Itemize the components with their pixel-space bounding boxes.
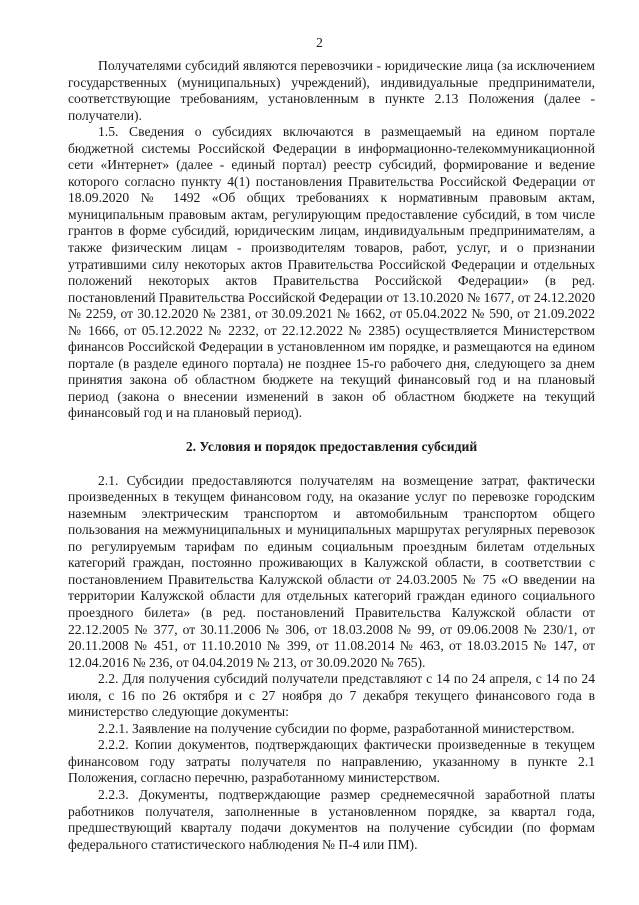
paragraph-1-5: 1.5. Сведения о субсидиях включаются в размещаемый на едином портале бюджетной системы Российской Федерации в информационно-телекоммуникационной сети «Интернет» (далее - единый портал) реестр субсидий, формирование и ведение которого согласно пункту 4(1) постановления Правительства Российской Федерации от 18.09.2020 № 1492 «Об общих требованиях к нормативным правовым актам, муниципальным правовым актам, регулирующим предоставление субсидий, в том числе грантов в форме субсидий, юридическим лицам, индивидуальным предпринимателям, а также физическим лицам - производителям товаров, работ, услуг, и о признании утратившими силу некоторых актов Правительства Российской Федерации и отдельных положений некоторых актов Правительства Российской Федерации» (в ред. постановлений Правительства Российской Федерации от 13.10.2020 № 1677, от 24.12.2020 № 2259, от 30.12.2020 № 2381, от 30.09.2021 № 1662, от 05.04.2022 № 590, от 21.09.2022 № 1666, от 05.12.2022 № 2232, от 22.12.2022 № 2385) осуществляется Министерством финансов Российской Федерации в установленном им порядке, и размещаются на едином портале (в разделе единого портала) не позднее 15-го рабочего дня, следующего за днем принятия закона об областном бюджете на текущий финансовый год и на плановый период (закона о внесении изменений в закон об областном бюджете на текущий финансовый год и на плановый период). (68, 124, 595, 421)
section-heading: 2. Условия и порядок предоставления субсидий (185, 439, 478, 455)
paragraph-2-1: 2.1. Субсидии предоставляются получателям на возмещение затрат, фактически произведенных в текущем финансовом году, на оказание услуг по перевозке городским наземным электрическим транспортом и автомобильным транспортом общего пользования на межмуниципальных и муниципальных маршрутах регулярных перевозок по регулируемым тарифам по единым социальным проездным билетам отдельных категорий граждан, постоянно проживающих в Калужской области, в соответствии с постановлением Правительства Калужской области от 24.03.2005 № 75 «О введении на территории Калужской области для отдельных категорий граждан единого социального проездного билета» (в ред. постановлений Правительства Калужской области от 22.12.2005 № 377, от 30.11.2006 № 306, от 18.03.2008 № 99, от 09.06.2008 № 230/1, от 20.11.2008 № 451, от 11.10.2010 № 399, от 11.08.2014 № 463, от 18.03.2015 № 147, от 12.04.2016 № 236, от 04.04.2019 № 213, от 30.09.2020 № 765). (68, 472, 595, 670)
page-number: 2 (316, 35, 323, 50)
paragraph-2-2-3: 2.2.3. Документы, подтверждающие размер среднемесячной заработной платы работников получателя, заполненные в установленном порядке, за квартал года, предшествующий кварталу подачи документов на получение субсидии (по формам федерального статистического наблюдения № П-4 или ПМ). (68, 786, 595, 852)
paragraph-2-2-1: 2.2.1. Заявление на получение субсидии по форме, разработанной министерством. (98, 720, 575, 736)
document-body (68, 58, 595, 853)
paragraph-recipients: Получателями субсидий являются перевозчики - юридические лица (за исключением государственных (муниципальных) учреждений), индивидуальные предприниматели, соответствующие требованиям, установленным в пункте 2.13 Положения (далее - получатели). (68, 58, 595, 123)
paragraph-2-2: 2.2. Для получения субсидий получатели представляют с 14 по 24 апреля, с 14 по 24 июля, с 16 по 26 октября и с 27 ноября до 7 декабря текущего финансового года в министерство следующие документы: (68, 671, 595, 720)
paragraph-2-2-2: 2.2.2. Копии документов, подтверждающих фактически произведенные в текущем финансовом году затраты получателя по направлению, указанному в пункте 2.1 Положения, согласно перечню, разработанному министерством. (68, 737, 595, 786)
